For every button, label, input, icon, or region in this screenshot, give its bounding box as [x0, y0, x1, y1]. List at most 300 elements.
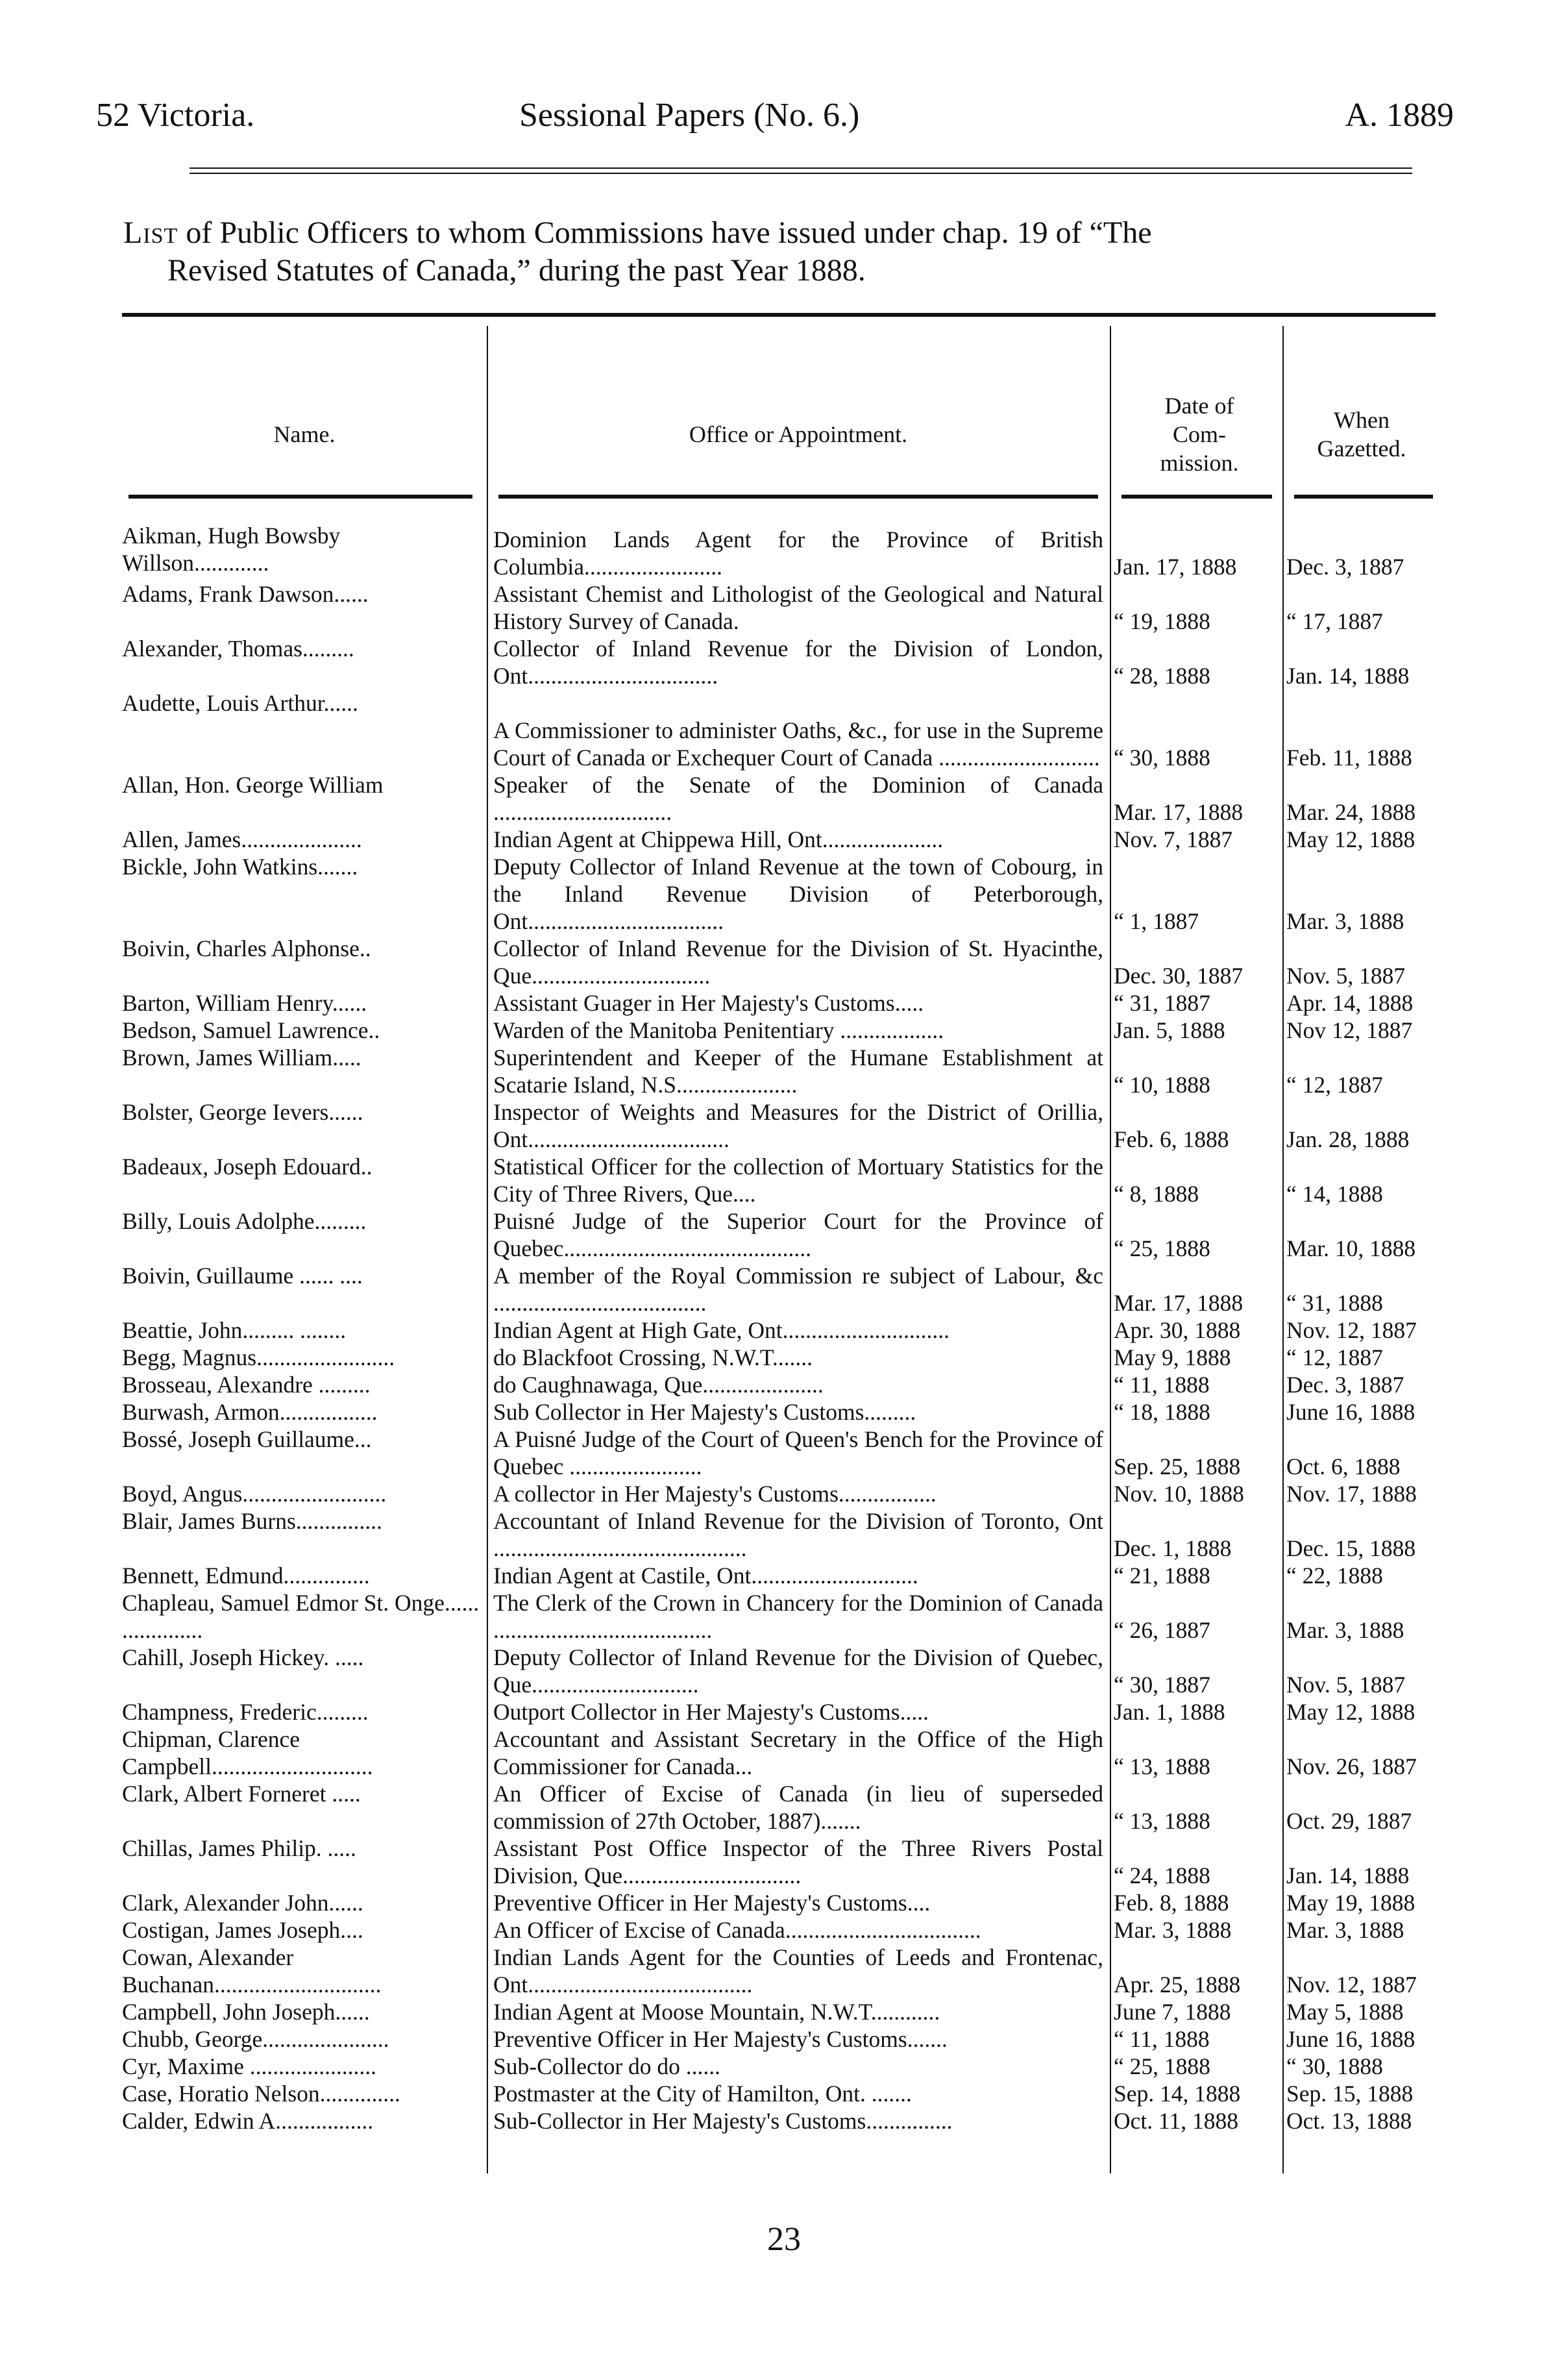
office-cell [487, 1780, 1110, 1835]
table-row [122, 1317, 1436, 1344]
gazetted-date-cell-text: Nov. 17, 1888 [1286, 1481, 1417, 1507]
gazetted-date-cell [1282, 1344, 1436, 1371]
commission-date-cell [1110, 826, 1282, 853]
gazetted-date-cell-text: Oct. 29, 1887 [1286, 1808, 1412, 1834]
name-cell [122, 1017, 487, 1044]
office-cell [487, 1507, 1110, 1562]
commission-date-cell [1110, 771, 1282, 826]
gazetted-date-cell-text: Sep. 15, 1888 [1286, 2081, 1414, 2107]
office-cell-text: Warden of the Manitoba Penitentiary .................. [493, 1017, 944, 1043]
office-cell [487, 1262, 1110, 1317]
name-cell-text: Chubb, George...................... [122, 2026, 389, 2052]
office-cell-text: An Officer of Excise of Canada (in lieu of superseded commission of 27th October, 1887)....... [493, 1781, 1103, 1834]
commission-date-cell [1110, 522, 1282, 580]
name-cell-text: Brosseau, Alexandre ......... [122, 1372, 371, 1398]
gazetted-date-cell [1282, 1698, 1436, 1726]
gazetted-date-cell-text: Nov. 26, 1887 [1286, 1753, 1417, 1779]
office-cell-text: Inspector of Weights and Measures for the District of Orillia, Ont................................... [493, 1099, 1103, 1152]
name-cell [122, 1098, 487, 1153]
office-cell-text: Speaker of the Senate of the Dominion of Canada ............................... [493, 772, 1103, 825]
commission-date-cell-text: “ 26, 1887 [1114, 1617, 1210, 1643]
office-cell-text: Assistant Guager in Her Majesty's Customs..... [493, 990, 924, 1016]
commission-date-cell-text: “ 25, 1888 [1114, 2053, 1210, 2079]
office-cell-text: Sub-Collector do do ...... [493, 2053, 721, 2079]
name-cell [122, 1780, 487, 1835]
gazetted-date-cell-text: Nov. 5, 1887 [1286, 1672, 1406, 1698]
gazetted-date-cell-text: “ 30, 1888 [1286, 2053, 1383, 2079]
commission-date-cell [1110, 1507, 1282, 1562]
name-cell-text: Campbell, John Joseph...... [122, 1999, 370, 2025]
office-cell [487, 1098, 1110, 1153]
gazetted-date-cell [1282, 1480, 1436, 1507]
office-cell-text: Deputy Collector of Inland Revenue for the Division of Quebec, Que............................. [493, 1644, 1103, 1698]
commission-date-cell-text: “ 13, 1888 [1114, 1753, 1210, 1779]
name-cell [122, 1480, 487, 1507]
office-cell-text: Statistical Officer for the collection of Mortuary Statistics for the City of Three Rivers, Que.... [493, 1154, 1103, 1207]
title-rule [122, 313, 1436, 317]
office-cell-text: Superintendent and Keeper of the Humane Establishment at Scatarie Island, N.S..................... [493, 1045, 1103, 1098]
name-cell [122, 1944, 487, 1998]
gazetted-date-cell [1282, 1644, 1436, 1698]
name-cell [122, 2053, 487, 2080]
office-cell-text: A Commissioner to administer Oaths, &c., for use in the Supreme Court of Canada or Exchequer Court of Canada ............................ [493, 717, 1103, 771]
office-cell [487, 771, 1110, 826]
office-cell [487, 2107, 1110, 2135]
name-cell [122, 1698, 487, 1726]
name-cell-text: Badeaux, Joseph Edouard.. [122, 1154, 373, 1180]
commission-date-cell-text: Nov. 7, 1887 [1114, 826, 1233, 852]
commission-date-cell [1110, 1780, 1282, 1835]
office-cell [487, 1371, 1110, 1398]
commission-date-cell [1110, 1562, 1282, 1589]
office-cell [487, 1344, 1110, 1371]
header-underline-date [1121, 495, 1272, 499]
gazetted-date-cell-text: May 19, 1888 [1286, 1890, 1415, 1916]
commission-date-cell [1110, 1889, 1282, 1916]
commissions-table [122, 326, 1436, 2173]
commission-date-cell [1110, 2025, 1282, 2053]
table-row [122, 1044, 1436, 1098]
commission-date-cell-text: “ 10, 1888 [1114, 1072, 1210, 1098]
name-cell [122, 771, 487, 826]
commission-date-cell-text: Oct. 11, 1888 [1114, 2108, 1238, 2134]
header-right: A. 1889 [1345, 97, 1454, 134]
table-row [122, 2107, 1436, 2135]
office-cell-text: Collector of Inland Revenue for the Division of London, Ont................................. [493, 636, 1103, 689]
office-cell-text: Postmaster at the City of Hamilton, Ont. ....... [493, 2081, 912, 2107]
table-row [122, 1017, 1436, 1044]
gazetted-date-cell-text: Mar. 24, 1888 [1286, 799, 1416, 825]
office-cell-text: A member of the Royal Commission re subject of Labour, &c ..................................... [493, 1263, 1103, 1316]
name-cell [122, 1889, 487, 1916]
commission-date-cell [1110, 1426, 1282, 1480]
gazetted-date-cell-text: “ 12, 1887 [1286, 1072, 1383, 1098]
office-cell-text: Sub Collector in Her Majesty's Customs......... [493, 1399, 916, 1425]
name-cell-text: Boyd, Angus......................... [122, 1481, 387, 1507]
gazetted-date-cell-text: Dec. 15, 1888 [1286, 1535, 1416, 1561]
commission-date-cell-text: June 7, 1888 [1114, 1999, 1231, 2025]
header-rule-top [190, 167, 1412, 169]
name-cell-text: Cowan, Alexander Buchanan............................. [122, 1944, 382, 1998]
table-row [122, 635, 1436, 689]
name-cell-text: Bossé, Joseph Guillaume... [122, 1426, 372, 1452]
table-row [122, 1644, 1436, 1698]
office-cell [487, 1835, 1110, 1889]
name-cell-text: Begg, Magnus........................ [122, 1344, 395, 1370]
table-row [122, 1098, 1436, 1153]
list-title [123, 214, 1447, 290]
gazetted-date-cell [1282, 1371, 1436, 1398]
name-cell [122, 1317, 487, 1344]
table-row [122, 580, 1436, 635]
commission-date-cell-text: Feb. 8, 1888 [1114, 1890, 1229, 1916]
office-cell [487, 522, 1110, 580]
office-cell-text: A collector in Her Majesty's Customs................. [493, 1481, 937, 1507]
name-cell-text: Costigan, James Joseph.... [122, 1917, 363, 1943]
gazetted-date-cell-text: Oct. 13, 1888 [1286, 2108, 1412, 2134]
office-cell [487, 853, 1110, 935]
office-cell-text: Accountant and Assistant Secretary in the Office of the High Commissioner for Canada... [493, 1726, 1103, 1779]
table-row [122, 1780, 1436, 1835]
commission-date-cell-text: Jan. 17, 1888 [1114, 554, 1237, 580]
name-cell [122, 580, 487, 635]
name-cell [122, 1344, 487, 1371]
commission-date-cell [1110, 2080, 1282, 2107]
name-cell [122, 1507, 487, 1562]
office-cell [487, 1589, 1110, 1644]
office-cell [487, 1644, 1110, 1698]
table-row [122, 1207, 1436, 1262]
name-cell [122, 635, 487, 689]
gazetted-date-cell-text: Feb. 11, 1888 [1286, 745, 1412, 771]
name-cell-text: Allan, Hon. George William [122, 772, 384, 798]
header-center: Sessional Papers (No. 6.) [519, 97, 860, 134]
office-cell [487, 1207, 1110, 1262]
table-row [122, 1944, 1436, 1998]
table-row [122, 1589, 1436, 1644]
commission-date-cell-text: “ 21, 1888 [1114, 1563, 1210, 1589]
commission-date-cell [1110, 1153, 1282, 1207]
gazetted-date-cell [1282, 1589, 1436, 1644]
table-row [122, 1835, 1436, 1889]
column-header-gazetted: When Gazetted. [1317, 407, 1406, 462]
office-cell [487, 2053, 1110, 2080]
commission-date-cell-text: “ 24, 1888 [1114, 1862, 1210, 1888]
commission-date-cell [1110, 1017, 1282, 1044]
commission-date-cell [1110, 635, 1282, 689]
table-row [122, 1726, 1436, 1780]
gazetted-date-cell [1282, 853, 1436, 935]
gazetted-date-cell [1282, 689, 1436, 771]
gazetted-date-cell-text: Mar. 3, 1888 [1286, 1917, 1404, 1943]
name-cell-text: Champness, Frederic......... [122, 1699, 369, 1725]
table-row [122, 1480, 1436, 1507]
gazetted-date-cell-text: June 16, 1888 [1286, 2026, 1415, 2052]
gazetted-date-cell-text: Dec. 3, 1887 [1286, 554, 1404, 580]
column-header-office: Office or Appointment. [689, 421, 908, 447]
office-cell-text: Assistant Chemist and Lithologist of the Geological and Natural History Survey of Canada. [493, 581, 1103, 634]
name-cell [122, 1562, 487, 1589]
gazetted-date-cell [1282, 1944, 1436, 1998]
gazetted-date-cell-text: “ 17, 1887 [1286, 608, 1383, 634]
name-cell [122, 1589, 487, 1644]
name-cell [122, 1644, 487, 1698]
office-cell [487, 1698, 1110, 1726]
office-cell-text: Deputy Collector of Inland Revenue at the town of Cobourg, in the Inland Revenue Division of Peterborough, Ont.................................. [493, 854, 1103, 934]
name-cell [122, 1153, 487, 1207]
name-cell-text: Beattie, John......... ........ [122, 1317, 347, 1343]
commission-date-cell-text: “ 11, 1888 [1114, 2026, 1210, 2052]
office-cell [487, 1998, 1110, 2025]
commission-date-cell-text: “ 30, 1888 [1114, 745, 1210, 771]
name-cell-text: Aikman, Hugh Bowsby Willson............. [122, 523, 341, 576]
name-cell-text: Billy, Louis Adolphe......... [122, 1208, 367, 1234]
commission-date-cell [1110, 1344, 1282, 1371]
office-cell [487, 2080, 1110, 2107]
commission-date-cell [1110, 2107, 1282, 2135]
gazetted-date-cell [1282, 1017, 1436, 1044]
commission-date-cell [1110, 580, 1282, 635]
table-row [122, 1507, 1436, 1562]
gazetted-date-cell-text: “ 22, 1888 [1286, 1563, 1383, 1589]
header-underline-gazetted [1294, 495, 1433, 499]
name-cell-text: Bedson, Samuel Lawrence.. [122, 1017, 380, 1043]
gazetted-date-cell-text: Nov. 5, 1887 [1286, 963, 1406, 989]
gazetted-date-cell [1282, 2080, 1436, 2107]
title-line-2: Revised Statutes of Canada,” during the past Year 1888. [167, 253, 866, 288]
header-rule-bottom [190, 173, 1412, 174]
commission-date-cell [1110, 1916, 1282, 1944]
commission-date-cell [1110, 1944, 1282, 1998]
office-cell [487, 1044, 1110, 1098]
commission-date-cell [1110, 1317, 1282, 1344]
name-cell-text: Clark, Albert Forneret ..... [122, 1781, 361, 1807]
commission-date-cell [1110, 1371, 1282, 1398]
gazetted-date-cell [1282, 1835, 1436, 1889]
running-header [96, 96, 1454, 138]
table-row [122, 689, 1436, 771]
name-cell [122, 1835, 487, 1889]
gazetted-date-cell [1282, 522, 1436, 580]
table-row [122, 1889, 1436, 1916]
table-row [122, 1153, 1436, 1207]
commission-date-cell [1110, 1726, 1282, 1780]
gazetted-date-cell [1282, 1262, 1436, 1317]
name-cell [122, 989, 487, 1017]
gazetted-date-cell [1282, 1726, 1436, 1780]
gazetted-date-cell-text: Mar. 3, 1888 [1286, 1617, 1404, 1643]
commission-date-cell [1110, 1044, 1282, 1098]
table-row [122, 1916, 1436, 1944]
office-cell-text: Outport Collector in Her Majesty's Customs..... [493, 1699, 929, 1725]
commission-date-cell [1110, 1698, 1282, 1726]
gazetted-date-cell [1282, 1098, 1436, 1153]
commission-date-cell-text: May 9, 1888 [1114, 1344, 1231, 1370]
title-lead-word: List [123, 216, 178, 250]
name-cell-text: Cyr, Maxime ...................... [122, 2053, 377, 2079]
commission-date-cell-text: Dec. 30, 1887 [1114, 963, 1243, 989]
commission-date-cell-text: “ 8, 1888 [1114, 1181, 1199, 1207]
name-cell-text: Adams, Frank Dawson...... [122, 581, 369, 607]
office-cell [487, 1153, 1110, 1207]
gazetted-date-cell-text: May 5, 1888 [1286, 1999, 1404, 2025]
table-row [122, 1262, 1436, 1317]
gazetted-date-cell [1282, 826, 1436, 853]
header-underline-name [129, 495, 472, 499]
table-row [122, 1371, 1436, 1398]
gazetted-date-cell [1282, 935, 1436, 989]
office-cell [487, 2025, 1110, 2053]
name-cell [122, 1262, 487, 1317]
gazetted-date-cell-text: May 12, 1888 [1286, 826, 1415, 852]
gazetted-date-cell [1282, 1998, 1436, 2025]
page-number: 23 [767, 2221, 801, 2258]
name-cell-text: Bennett, Edmund............... [122, 1563, 370, 1589]
name-cell [122, 2025, 487, 2053]
name-cell [122, 1998, 487, 2025]
name-cell-text: Chipman, Clarence Campbell............................ [122, 1726, 373, 1779]
name-cell [122, 1916, 487, 1944]
name-cell-text: Alexander, Thomas......... [122, 636, 354, 662]
commission-date-cell [1110, 1207, 1282, 1262]
table-row [122, 522, 1436, 580]
commission-date-cell-text: Dec. 1, 1888 [1114, 1535, 1232, 1561]
name-cell [122, 2107, 487, 2135]
name-cell-text: Bolster, George Ievers...... [122, 1099, 363, 1125]
office-cell-text: do Caughnawaga, Que..................... [493, 1372, 824, 1398]
gazetted-date-cell [1282, 1153, 1436, 1207]
table-row [122, 2025, 1436, 2053]
commission-date-cell [1110, 1835, 1282, 1889]
name-cell-text: Blair, James Burns............... [122, 1508, 382, 1534]
name-cell-text: Chapleau, Samuel Edmor St. Onge...... .............. [122, 1590, 480, 1643]
gazetted-date-cell [1282, 2053, 1436, 2080]
commission-date-cell [1110, 1262, 1282, 1317]
office-cell-text: Preventive Officer in Her Majesty's Customs.... [493, 1890, 931, 1916]
table-row [122, 1344, 1436, 1371]
office-cell [487, 1398, 1110, 1426]
commission-date-cell [1110, 1098, 1282, 1153]
header-underline-office [498, 495, 1098, 499]
gazetted-date-cell-text: Mar. 10, 1888 [1286, 1235, 1416, 1261]
gazetted-date-cell-text: Nov. 12, 1887 [1286, 1317, 1417, 1343]
office-cell [487, 1480, 1110, 1507]
office-cell-text: Preventive Officer in Her Majesty's Customs....... [493, 2026, 948, 2052]
gazetted-date-cell [1282, 1916, 1436, 1944]
name-cell-text: Bickle, John Watkins....... [122, 854, 358, 880]
gazetted-date-cell-text: Jan. 28, 1888 [1286, 1126, 1410, 1152]
name-cell-text: Barton, William Henry...... [122, 990, 367, 1016]
office-cell [487, 989, 1110, 1017]
office-cell [487, 1426, 1110, 1480]
gazetted-date-cell-text: Oct. 6, 1888 [1286, 1454, 1401, 1479]
commission-date-cell-text: “ 11, 1888 [1114, 1372, 1210, 1398]
commission-date-cell-text: “ 13, 1888 [1114, 1808, 1210, 1834]
gazetted-date-cell [1282, 580, 1436, 635]
name-cell [122, 935, 487, 989]
gazetted-date-cell-text: Mar. 3, 1888 [1286, 908, 1404, 934]
office-cell-text: Assistant Post Office Inspector of the Three Rivers Postal Division, Que............................... [493, 1835, 1103, 1888]
gazetted-date-cell-text: Nov 12, 1887 [1286, 1017, 1413, 1043]
gazetted-date-cell-text: June 16, 1888 [1286, 1399, 1415, 1425]
name-cell [122, 689, 487, 771]
commission-date-cell [1110, 689, 1282, 771]
gazetted-date-cell-text: Apr. 14, 1888 [1286, 990, 1414, 1016]
table-row [122, 935, 1436, 989]
gazetted-date-cell-text: Dec. 3, 1887 [1286, 1372, 1404, 1398]
office-cell [487, 935, 1110, 989]
gazetted-date-cell [1282, 989, 1436, 1017]
office-cell-text: The Clerk of the Crown in Chancery for the Dominion of Canada ...................................... [493, 1590, 1103, 1643]
gazetted-date-cell-text: “ 14, 1888 [1286, 1181, 1383, 1207]
gazetted-date-cell [1282, 1426, 1436, 1480]
office-cell-text: A Puisné Judge of the Court of Queen's Bench for the Province of Quebec ....................... [493, 1426, 1103, 1479]
table-row [122, 771, 1436, 826]
name-cell-text: Calder, Edwin A................. [122, 2108, 374, 2134]
office-cell [487, 1017, 1110, 1044]
office-cell-text: Indian Agent at High Gate, Ont............................. [493, 1317, 949, 1343]
commission-date-cell-text: “ 19, 1888 [1114, 608, 1210, 634]
office-cell [487, 1726, 1110, 1780]
gazetted-date-cell [1282, 771, 1436, 826]
commission-date-cell [1110, 1398, 1282, 1426]
table-row [122, 1998, 1436, 2025]
office-cell [487, 1916, 1110, 1944]
name-cell-text: Cahill, Joseph Hickey. ..... [122, 1644, 364, 1670]
name-cell [122, 1398, 487, 1426]
gazetted-date-cell [1282, 1780, 1436, 1835]
commission-date-cell-text: Apr. 30, 1888 [1114, 1317, 1241, 1343]
gazetted-date-cell [1282, 1044, 1436, 1098]
name-cell-text: Chillas, James Philip. ..... [122, 1835, 356, 1861]
name-cell [122, 522, 487, 580]
office-cell [487, 1889, 1110, 1916]
office-cell-text: Accountant of Inland Revenue for the Division of Toronto, Ont ............................................ [493, 1508, 1103, 1561]
gazetted-date-cell-text: Jan. 14, 1888 [1286, 1862, 1410, 1888]
name-cell [122, 1044, 487, 1098]
commission-date-cell-text: Mar. 17, 1888 [1114, 1290, 1243, 1316]
office-cell-text: do Blackfoot Crossing, N.W.T....... [493, 1344, 813, 1370]
gazetted-date-cell [1282, 1207, 1436, 1262]
commission-date-cell-text: Feb. 6, 1888 [1114, 1126, 1229, 1152]
commission-date-cell [1110, 1998, 1282, 2025]
name-cell-text: Boivin, Guillaume ...... .... [122, 1263, 363, 1289]
table-body [122, 522, 1436, 2135]
gazetted-date-cell-text: Nov. 12, 1887 [1286, 1972, 1417, 1998]
commission-date-cell-text: Jan. 5, 1888 [1114, 1017, 1225, 1043]
office-cell [487, 826, 1110, 853]
name-cell-text: Boivin, Charles Alphonse.. [122, 935, 371, 961]
gazetted-date-cell [1282, 2025, 1436, 2053]
gazetted-date-cell [1282, 2107, 1436, 2135]
office-cell [487, 1944, 1110, 1998]
column-header-name: Name. [273, 421, 336, 447]
name-cell-text: Audette, Louis Arthur...... [122, 690, 358, 716]
commission-date-cell [1110, 1589, 1282, 1644]
table-row [122, 853, 1436, 935]
table-row [122, 826, 1436, 853]
commission-date-cell [1110, 1480, 1282, 1507]
office-cell-text: Indian Agent at Castile, Ont............................. [493, 1563, 918, 1589]
office-cell-text: Dominion Lands Agent for the Province of British Columbia........................ [493, 526, 1103, 580]
table-row [122, 1562, 1436, 1589]
commission-date-cell [1110, 1644, 1282, 1698]
name-cell [122, 1426, 487, 1480]
commission-date-cell-text: Jan. 1, 1888 [1114, 1699, 1225, 1725]
commission-date-cell-text: Mar. 3, 1888 [1114, 1917, 1232, 1943]
office-cell-text: An Officer of Excise of Canada.................................. [493, 1917, 981, 1943]
office-cell [487, 1562, 1110, 1589]
